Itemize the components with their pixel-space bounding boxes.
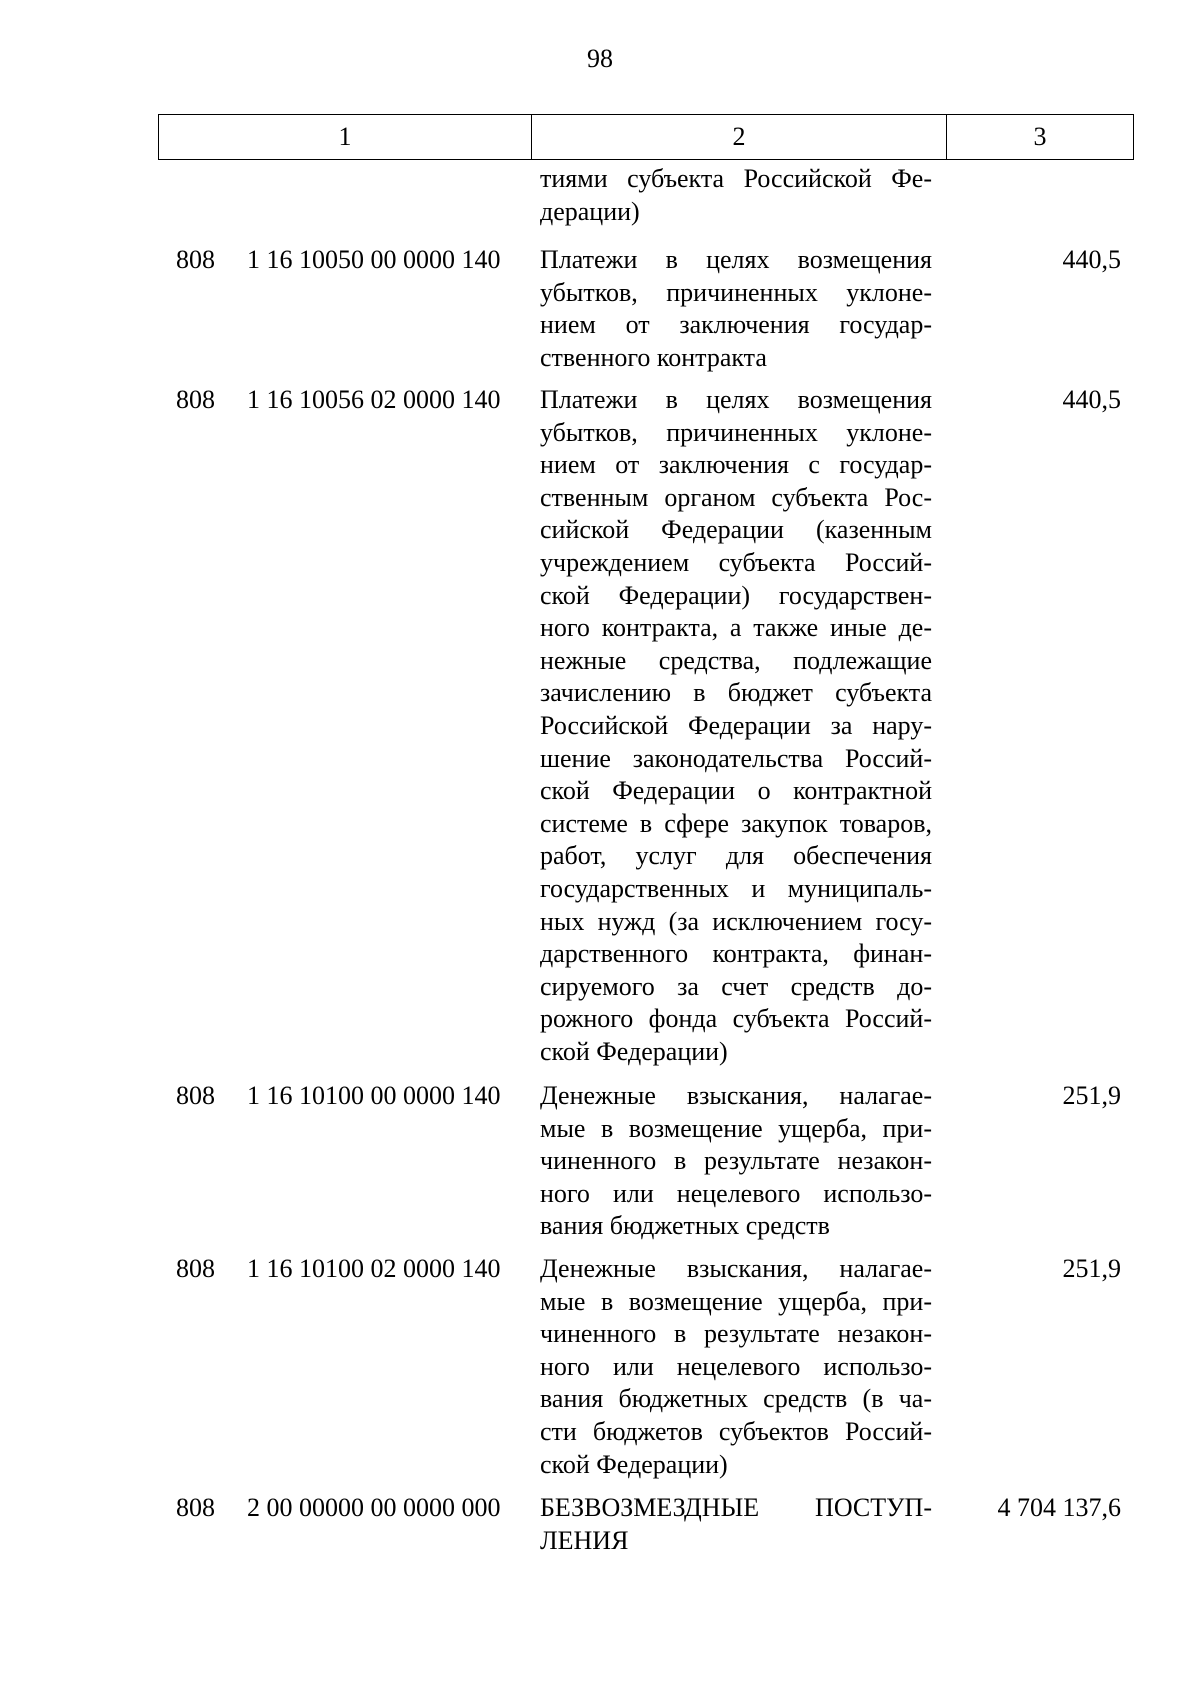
row-description — [540, 384, 932, 1068]
row-description — [540, 1253, 932, 1481]
kbk-code: 1 16 10056 02 0000 140 — [247, 385, 501, 414]
desc-line: ской Федерации о контрактной — [540, 776, 932, 806]
admin-code: 808 — [176, 385, 215, 414]
desc-line: ного или нецелевого использо- — [540, 1351, 932, 1381]
desc-line: нием от заключения с государ- — [540, 450, 932, 480]
desc-line: ской Федерации) — [540, 1449, 728, 1479]
desc-line: дарственного контракта, финан- — [540, 939, 932, 969]
admin-code: 808 — [176, 1254, 215, 1283]
kbk-code: 1 16 10100 00 0000 140 — [247, 1081, 501, 1110]
desc-line: сируемого за счет средств до- — [540, 971, 932, 1001]
desc-line: Платежи в целях возмещения — [540, 245, 932, 274]
desc-line: чиненного в результате незакон- — [540, 1319, 932, 1349]
desc-line: Денежные взыскания, налагае- — [540, 1254, 932, 1283]
desc-line: нием от заключения государ- — [540, 310, 932, 340]
desc-line: дерации) — [540, 196, 640, 226]
amount: 251,9 — [1062, 1081, 1121, 1110]
kbk-code: 1 16 10100 02 0000 140 — [247, 1254, 501, 1283]
amount: 440,5 — [1062, 385, 1121, 414]
desc-line: мые в возмещение ущерба, при- — [540, 1286, 932, 1316]
table-header — [158, 114, 1134, 160]
desc-line: ных нужд (за исключением госу- — [540, 906, 932, 936]
desc-line: работ, услуг для обеспечения — [540, 841, 932, 871]
desc-line: ЛЕНИЯ — [540, 1525, 629, 1555]
kbk-code: 1 16 10050 00 0000 140 — [247, 245, 501, 274]
desc-line: государственных и муниципаль- — [540, 873, 932, 903]
desc-line: мые в возмещение ущерба, при- — [540, 1113, 932, 1143]
desc-line: учреждением субъекта Россий- — [540, 547, 932, 577]
row-description — [540, 1080, 932, 1243]
desc-line: системе в сфере закупок товаров, — [540, 808, 932, 838]
desc-line: убытков, причиненных уклоне- — [540, 417, 932, 447]
desc-line: вания бюджетных средств (в ча- — [540, 1384, 932, 1414]
desc-line: ственного контракта — [540, 342, 767, 372]
desc-line: сийской Федерации (казенным — [540, 515, 932, 545]
header-col-3: 3 — [947, 115, 1134, 160]
desc-line: ного контракта, а также иные де- — [540, 613, 932, 643]
desc-line: нежные средства, подлежащие — [540, 645, 932, 675]
desc-line: Денежные взыскания, налагае- — [540, 1081, 932, 1110]
header-col-2: 2 — [532, 115, 947, 160]
desc-line: ской Федерации) — [540, 1036, 728, 1066]
desc-line: ственным органом субъекта Рос- — [540, 482, 932, 512]
header-col-1: 1 — [159, 115, 532, 160]
desc-line: тиями субъекта Российской Фе- — [540, 164, 932, 193]
desc-line: ного или нецелевого использо- — [540, 1178, 932, 1208]
desc-line: ской Федерации) государствен- — [540, 580, 932, 610]
desc-line: чиненного в результате незакон- — [540, 1146, 932, 1176]
desc-line: Российской Федерации за нару- — [540, 710, 932, 740]
desc-line: Платежи в целях возмещения — [540, 385, 932, 414]
amount: 251,9 — [1062, 1254, 1121, 1283]
row-description — [540, 1492, 932, 1557]
desc-line: рожного фонда субъекта Россий- — [540, 1004, 932, 1034]
amount: 440,5 — [1062, 245, 1121, 274]
admin-code: 808 — [176, 245, 215, 274]
desc-line: БЕЗВОЗМЕЗДНЫЕ ПОСТУП- — [540, 1493, 932, 1522]
desc-line: зачислению в бюджет субъекта — [540, 678, 932, 708]
desc-line: сти бюджетов субъектов Россий- — [540, 1416, 932, 1446]
kbk-code: 2 00 00000 00 0000 000 — [247, 1493, 501, 1522]
desc-line: вания бюджетных средств — [540, 1211, 830, 1241]
admin-code: 808 — [176, 1081, 215, 1110]
desc-line: шение законодательства Россий- — [540, 743, 932, 773]
row-description — [540, 244, 932, 374]
page-number: 98 — [587, 44, 613, 73]
desc-line: убытков, причиненных уклоне- — [540, 277, 932, 307]
amount: 4 704 137,6 — [997, 1493, 1121, 1522]
continuation-description — [540, 163, 932, 228]
admin-code: 808 — [176, 1493, 215, 1522]
